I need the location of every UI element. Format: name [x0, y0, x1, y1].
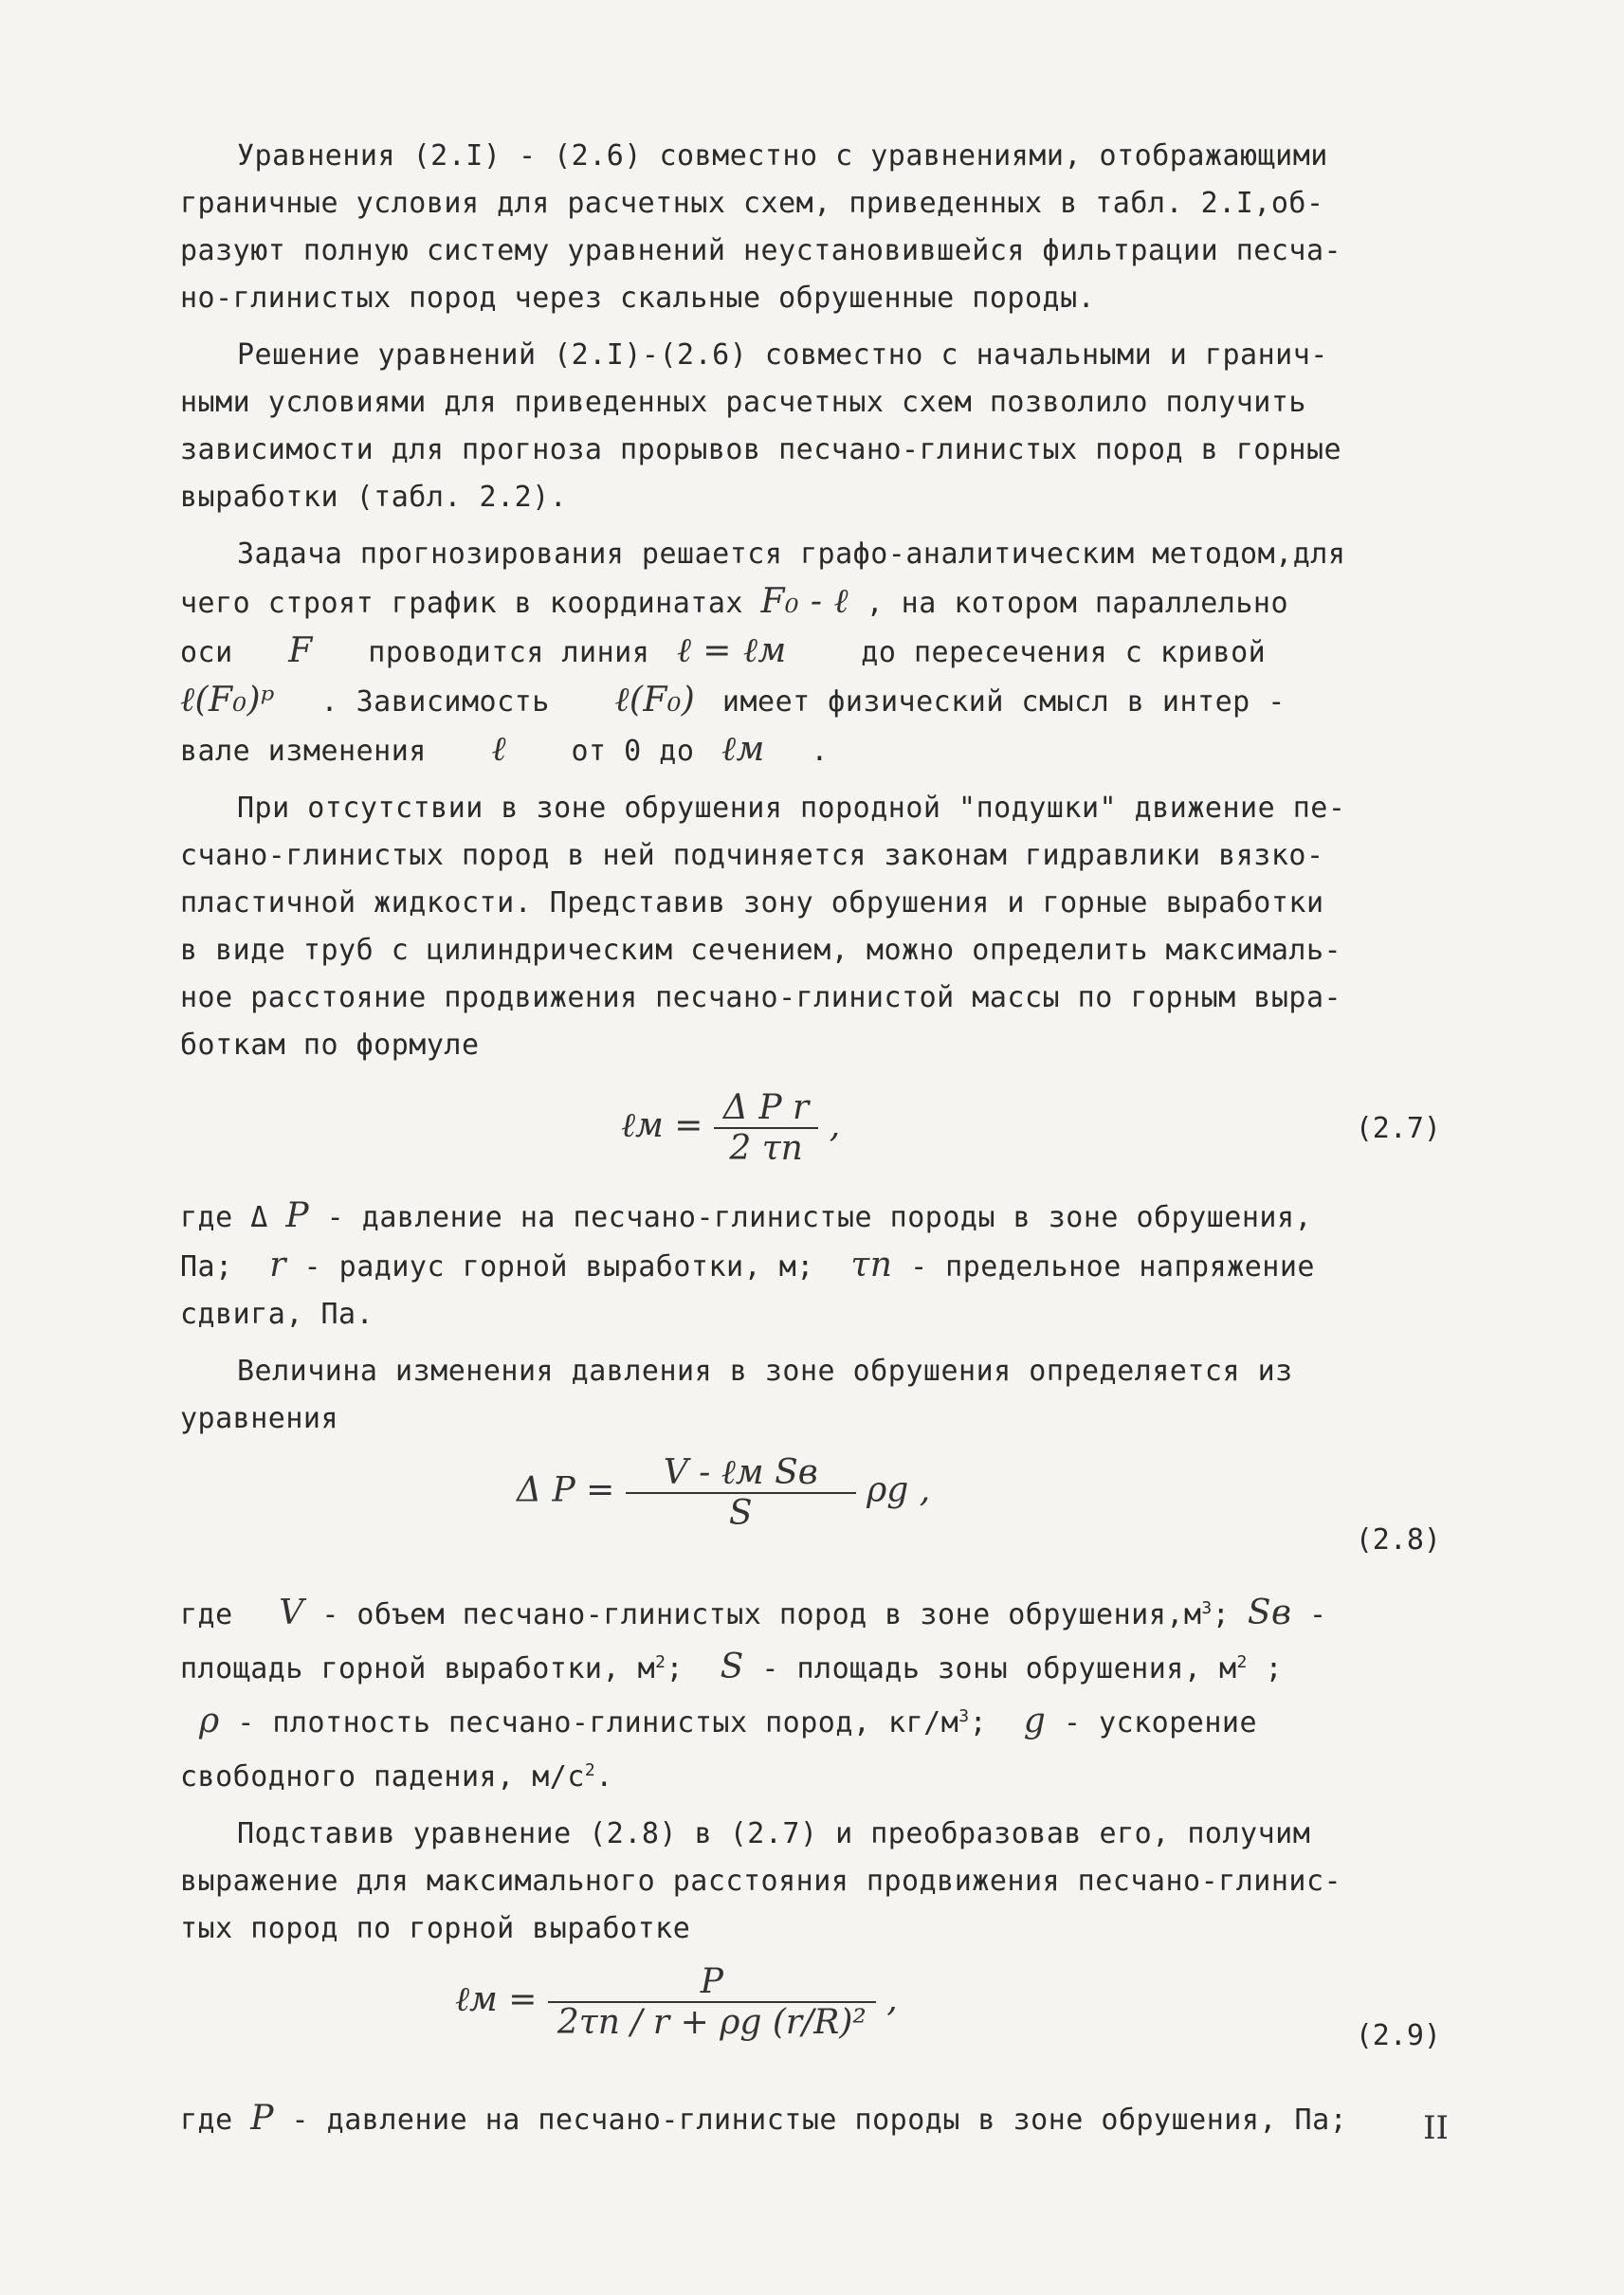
formula-body [621, 1088, 840, 1168]
text-line: разуют полную систему уравнений неустановившейся фильтрации песча- [180, 234, 1342, 267]
text-fragment: Па; [180, 1250, 233, 1284]
text-line [180, 1747, 1451, 1801]
text-line: счано-глинистых пород в ней подчиняется законам гидравлики вязко- [180, 839, 1324, 872]
text-line [180, 628, 1451, 677]
superscript: 3 [1201, 1598, 1213, 1618]
formula-tail: , [829, 1106, 841, 1145]
page-number: II [1423, 2109, 1449, 2147]
text-fragment: - давление на песчано-глинистые породы в зоне обрушения, Па; [291, 2104, 1348, 2137]
denominator: 2 τп [729, 1129, 803, 1168]
text-fragment: . Зависимость [320, 685, 550, 719]
fraction [626, 1452, 856, 1533]
equation-number: (2.8) [1355, 1523, 1441, 1557]
definitions-2-9 [180, 2095, 1451, 2144]
text-line: боткам по формуле [180, 1029, 480, 1062]
text-line: тых пород по горной выработке [180, 1912, 691, 1945]
text-fragment: ; [666, 1652, 684, 1685]
text-fragment: проводится линия [368, 636, 650, 669]
text-line: Величина изменения давления в зоне обрушения определяется из [237, 1355, 1293, 1388]
text-fragment: . [595, 1760, 613, 1794]
text-line: ными условиями для приведенных расчетных схем позволило получить [180, 386, 1306, 419]
formula-body [455, 1962, 898, 2042]
text-line: уравнения [180, 1402, 339, 1435]
handwritten-symbol: F [288, 631, 313, 670]
paragraph-graphical-method [180, 531, 1451, 775]
text-fragment: - предельное напряжение [910, 1250, 1315, 1284]
text-line: зависимости для прогноза прорывов песчано-глинистых пород в горные [180, 433, 1342, 466]
superscript: 3 [958, 1706, 970, 1726]
text-fragment: имеет физический смысл в интер - [721, 685, 1286, 719]
equation-number: (2.9) [1355, 2019, 1441, 2052]
text-fragment: - ускорение [1063, 1706, 1258, 1739]
text-line: в виде труб с цилиндрическим сечением, можно определить максималь- [180, 934, 1342, 967]
text-line: выработки (табл. 2.2). [180, 481, 568, 514]
paragraph-substitution [180, 1811, 1451, 1953]
text-line: граничные условия для расчетных схем, приведенных в табл. 2.I,об- [180, 187, 1324, 220]
superscript: 2 [584, 1760, 596, 1780]
handwritten-symbol: τп [850, 1246, 893, 1284]
text-line [180, 578, 1451, 628]
text-fragment: - площадь зоны обрушения, м [761, 1652, 1237, 1685]
text-fragment: - радиус горной выработки, м; [303, 1250, 814, 1284]
text-fragment: свободного падения, м/с [180, 1760, 585, 1794]
text-line [180, 1585, 1451, 1639]
text-line [180, 677, 1451, 726]
handwritten-symbol: F₀ - ℓ [760, 582, 848, 621]
numerator: Δ P r [714, 1088, 818, 1129]
handwritten-symbol: ℓм [721, 730, 765, 769]
text-line: ное расстояние продвижения песчано-глинистой массы по горным выра- [180, 981, 1342, 1014]
text-line [180, 2095, 1451, 2144]
text-line: Уравнения (2.I) - (2.6) совместно с уравнениями, отображающими [237, 139, 1328, 173]
definitions-2-7 [180, 1193, 1451, 1339]
text-line: пластичной жидкости. Представив зону обрушения и горные выработки [180, 886, 1324, 920]
superscript: 2 [655, 1652, 666, 1672]
denominator-part: + ρg (r/R)² [680, 2003, 867, 2042]
denominator-part: 2τп / r [557, 2003, 670, 2042]
numerator: P [548, 1962, 876, 2003]
text-line: выражение для максимального расстояния продвижения песчано-глинис- [180, 1865, 1342, 1898]
handwritten-symbol: ρ [199, 1702, 220, 1740]
text-line: Решение уравнений (2.I)-(2.6) совместно с начальными и гранич- [237, 338, 1328, 372]
denominator: S [728, 1494, 753, 1533]
text-fragment: где [180, 1598, 233, 1631]
handwritten-symbol: r [269, 1246, 286, 1284]
text-fragment: площадь горной выработки, м [180, 1652, 656, 1685]
text-line [180, 1242, 1451, 1291]
text-line [180, 1193, 1451, 1242]
text-fragment: до пересечения с кривой [861, 636, 1267, 669]
text-fragment: - [1309, 1598, 1327, 1631]
text-fragment: ; [969, 1706, 988, 1739]
numerator: V - ℓм Sв [626, 1452, 856, 1494]
text-fragment: - плотность песчано-глинистых пород, кг/м [237, 1706, 959, 1739]
text-fragment: вале изменения [180, 735, 427, 768]
formula-lhs: ℓм = [455, 1980, 538, 2019]
denominator [548, 2003, 876, 2042]
text-line: При отсутствии в зоне обрушения породной "подушки" движение пе- [237, 792, 1346, 825]
formula-2-9 [180, 1962, 1451, 2086]
handwritten-symbol: g [1023, 1702, 1047, 1740]
text-line [180, 1639, 1451, 1693]
handwritten-symbol: Sв [1247, 1594, 1292, 1632]
handwritten-symbol: V [279, 1594, 304, 1632]
formula-lhs: ℓм = [621, 1106, 703, 1145]
text-line: сдвига, Па. [180, 1298, 374, 1331]
handwritten-symbol: P [285, 1196, 310, 1235]
definitions-2-8 [180, 1585, 1451, 1801]
handwritten-symbol: ℓ = ℓм [676, 631, 787, 670]
text-fragment: . [811, 735, 829, 768]
text-fragment: ; [1247, 1652, 1284, 1685]
text-line: но-глинистых пород через скальные обрушенные породы. [180, 282, 1096, 315]
text-fragment: чего строят график в координатах [180, 587, 743, 620]
formula-2-7 [180, 1079, 1451, 1183]
text-fragment: оси [180, 636, 233, 669]
formula-body [517, 1452, 930, 1533]
text-fragment: где Δ [180, 1201, 268, 1234]
handwritten-symbol: S [720, 1648, 744, 1686]
equation-number: (2.7) [1355, 1112, 1441, 1145]
formula-2-8 [180, 1452, 1451, 1576]
text-fragment: , на котором параллельно [866, 587, 1289, 620]
text-line [180, 1693, 1451, 1747]
text-fragment: где [180, 2104, 233, 2137]
superscript: 2 [1236, 1652, 1248, 1672]
text-fragment: от 0 до [571, 735, 695, 768]
paragraph-viscoplastic [180, 785, 1451, 1069]
handwritten-symbol: ℓ(F₀) [614, 681, 696, 719]
page-content [180, 133, 1451, 2154]
handwritten-symbol: P [250, 2099, 274, 2138]
handwritten-symbol: ℓ [491, 730, 506, 769]
text-fragment: - давление на песчано-глинистые породы в зоне обрушения, [326, 1201, 1313, 1234]
text-line: Задача прогнозирования решается графо-аналитическим методом,для [237, 537, 1346, 571]
paragraph-2 [180, 332, 1451, 521]
paragraph-pressure-change [180, 1348, 1451, 1443]
text-line: Подставив уравнение (2.8) в (2.7) и преобразовав его, получим [237, 1817, 1311, 1850]
fraction [714, 1088, 818, 1168]
paragraph-1 [180, 133, 1451, 322]
text-fragment: ; [1212, 1598, 1231, 1631]
text-fragment: - объем песчано-глинистых пород в зоне обрушения,м [321, 1598, 1202, 1631]
formula-lhs: Δ P = [517, 1470, 615, 1510]
text-line [180, 726, 1451, 775]
formula-tail: ρg , [867, 1470, 931, 1510]
fraction [548, 1962, 876, 2042]
handwritten-symbol: ℓ(F₀)ᵖ [180, 681, 275, 719]
formula-tail: , [886, 1980, 898, 2019]
